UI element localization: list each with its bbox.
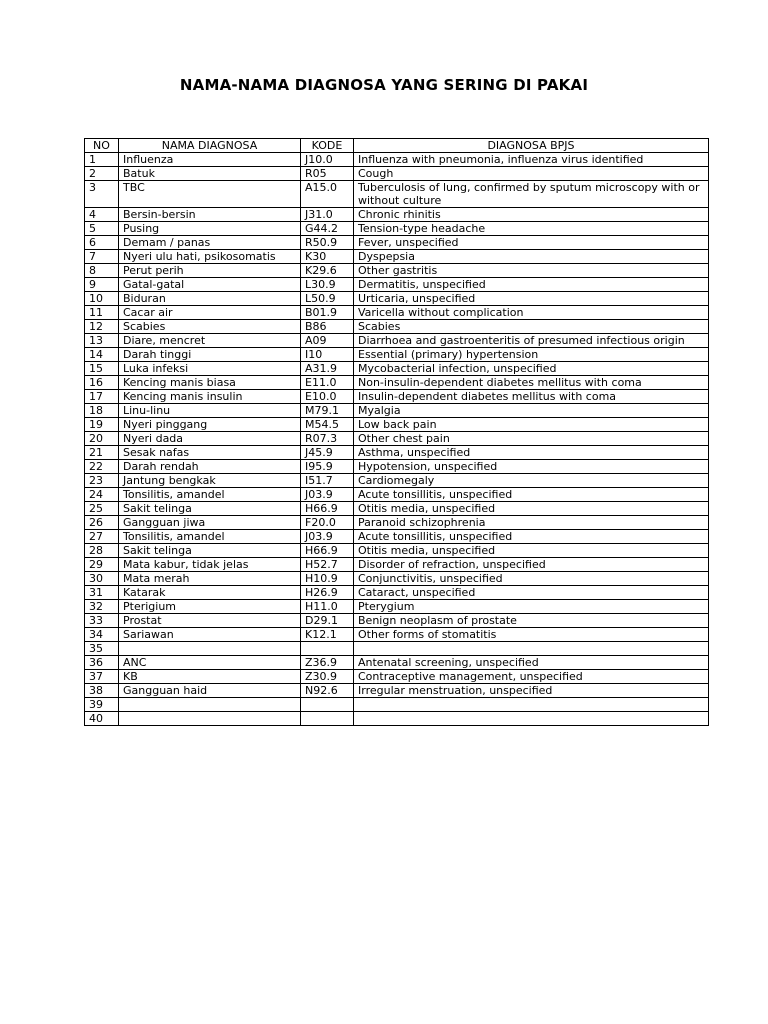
cell-name: Tonsilitis, amandel <box>119 488 301 502</box>
cell-bpjs <box>354 698 709 712</box>
cell-code: E10.0 <box>301 390 354 404</box>
cell-code: K29.6 <box>301 264 354 278</box>
cell-code: R50.9 <box>301 236 354 250</box>
cell-name: Kencing manis biasa <box>119 376 301 390</box>
cell-code: H66.9 <box>301 544 354 558</box>
table-row <box>85 181 709 208</box>
table-row <box>85 614 709 628</box>
cell-bpjs: Essential (primary) hypertension <box>354 348 709 362</box>
cell-code: D29.1 <box>301 614 354 628</box>
table-row <box>85 544 709 558</box>
table-row <box>85 460 709 474</box>
header-code: KODE <box>301 139 354 153</box>
cell-no: 29 <box>85 558 119 572</box>
cell-no: 36 <box>85 656 119 670</box>
cell-code: K30 <box>301 250 354 264</box>
cell-name: Darah tinggi <box>119 348 301 362</box>
cell-code: M54.5 <box>301 418 354 432</box>
cell-name: Batuk <box>119 167 301 181</box>
cell-name: Gatal-gatal <box>119 278 301 292</box>
cell-code: H52.7 <box>301 558 354 572</box>
cell-bpjs: Conjunctivitis, unspecified <box>354 572 709 586</box>
cell-name: KB <box>119 670 301 684</box>
cell-bpjs <box>354 642 709 656</box>
cell-bpjs: Urticaria, unspecified <box>354 292 709 306</box>
cell-bpjs: Fever, unspecified <box>354 236 709 250</box>
cell-code: F20.0 <box>301 516 354 530</box>
cell-name: Linu-linu <box>119 404 301 418</box>
table-row <box>85 153 709 167</box>
cell-no: 24 <box>85 488 119 502</box>
table-row <box>85 642 709 656</box>
cell-no: 33 <box>85 614 119 628</box>
table-row <box>85 292 709 306</box>
cell-name: Tonsilitis, amandel <box>119 530 301 544</box>
cell-no: 38 <box>85 684 119 698</box>
cell-no: 39 <box>85 698 119 712</box>
table-row <box>85 390 709 404</box>
cell-no: 40 <box>85 712 119 726</box>
cell-no: 27 <box>85 530 119 544</box>
cell-bpjs: Chronic rhinitis <box>354 208 709 222</box>
cell-name: Katarak <box>119 586 301 600</box>
cell-no: 37 <box>85 670 119 684</box>
cell-bpjs: Tension-type headache <box>354 222 709 236</box>
table-row <box>85 404 709 418</box>
cell-code: J03.9 <box>301 488 354 502</box>
table-row <box>85 334 709 348</box>
cell-bpjs: Dermatitis, unspecified <box>354 278 709 292</box>
cell-name: Perut perih <box>119 264 301 278</box>
cell-no: 32 <box>85 600 119 614</box>
table-row <box>85 558 709 572</box>
cell-bpjs: Otitis media, unspecified <box>354 544 709 558</box>
cell-code: I51.7 <box>301 474 354 488</box>
cell-no: 21 <box>85 446 119 460</box>
cell-no: 10 <box>85 292 119 306</box>
cell-bpjs: Influenza with pneumonia, influenza virus identified <box>354 153 709 167</box>
cell-no: 31 <box>85 586 119 600</box>
cell-bpjs: Diarrhoea and gastroenteritis of presumed infectious origin <box>354 334 709 348</box>
cell-name: Influenza <box>119 153 301 167</box>
cell-name: Diare, mencret <box>119 334 301 348</box>
cell-no: 17 <box>85 390 119 404</box>
table-row <box>85 712 709 726</box>
cell-code: A31.9 <box>301 362 354 376</box>
cell-bpjs: Varicella without complication <box>354 306 709 320</box>
table-row <box>85 376 709 390</box>
cell-bpjs: Pterygium <box>354 600 709 614</box>
cell-bpjs: Mycobacterial infection, unspecified <box>354 362 709 376</box>
cell-no: 4 <box>85 208 119 222</box>
cell-bpjs: Irregular menstruation, unspecified <box>354 684 709 698</box>
cell-name: Scabies <box>119 320 301 334</box>
table-row <box>85 488 709 502</box>
cell-name: Sakit telinga <box>119 544 301 558</box>
cell-no: 26 <box>85 516 119 530</box>
table-row <box>85 320 709 334</box>
cell-bpjs: Low back pain <box>354 418 709 432</box>
cell-code: A09 <box>301 334 354 348</box>
cell-code: I95.9 <box>301 460 354 474</box>
cell-code: H10.9 <box>301 572 354 586</box>
table-header-row <box>85 139 709 153</box>
cell-name <box>119 698 301 712</box>
cell-code: K12.1 <box>301 628 354 642</box>
cell-no: 15 <box>85 362 119 376</box>
table-row <box>85 670 709 684</box>
cell-no: 1 <box>85 153 119 167</box>
cell-bpjs: Asthma, unspecified <box>354 446 709 460</box>
cell-bpjs: Tuberculosis of lung, confirmed by sputum microscopy with or without culture <box>354 181 709 208</box>
cell-code <box>301 642 354 656</box>
cell-code: L30.9 <box>301 278 354 292</box>
cell-name: Bersin-bersin <box>119 208 301 222</box>
cell-bpjs: Other chest pain <box>354 432 709 446</box>
header-bpjs: DIAGNOSA BPJS <box>354 139 709 153</box>
cell-no: 30 <box>85 572 119 586</box>
cell-name: Prostat <box>119 614 301 628</box>
table-row <box>85 432 709 446</box>
cell-no: 8 <box>85 264 119 278</box>
cell-code: J31.0 <box>301 208 354 222</box>
cell-name: Demam / panas <box>119 236 301 250</box>
cell-no: 25 <box>85 502 119 516</box>
cell-name: ANC <box>119 656 301 670</box>
cell-bpjs: Other forms of stomatitis <box>354 628 709 642</box>
cell-name: Gangguan haid <box>119 684 301 698</box>
cell-code: H66.9 <box>301 502 354 516</box>
diagnosis-table <box>84 138 709 726</box>
cell-code: Z30.9 <box>301 670 354 684</box>
cell-code: H26.9 <box>301 586 354 600</box>
table-row <box>85 516 709 530</box>
cell-code: B86 <box>301 320 354 334</box>
cell-no: 34 <box>85 628 119 642</box>
cell-name <box>119 642 301 656</box>
cell-no: 9 <box>85 278 119 292</box>
table-row <box>85 628 709 642</box>
cell-code <box>301 712 354 726</box>
table-row <box>85 362 709 376</box>
cell-bpjs: Contraceptive management, unspecified <box>354 670 709 684</box>
cell-name: TBC <box>119 181 301 208</box>
cell-bpjs: Disorder of refraction, unspecified <box>354 558 709 572</box>
cell-code: A15.0 <box>301 181 354 208</box>
cell-code: Z36.9 <box>301 656 354 670</box>
cell-name: Sariawan <box>119 628 301 642</box>
cell-name: Sakit telinga <box>119 502 301 516</box>
table-row <box>85 167 709 181</box>
cell-code: R05 <box>301 167 354 181</box>
cell-code: L50.9 <box>301 292 354 306</box>
cell-name: Biduran <box>119 292 301 306</box>
cell-no: 22 <box>85 460 119 474</box>
cell-no: 12 <box>85 320 119 334</box>
cell-no: 14 <box>85 348 119 362</box>
cell-bpjs: Antenatal screening, unspecified <box>354 656 709 670</box>
cell-name: Mata merah <box>119 572 301 586</box>
cell-code: J10.0 <box>301 153 354 167</box>
header-name: NAMA DIAGNOSA <box>119 139 301 153</box>
cell-name: Darah rendah <box>119 460 301 474</box>
cell-code: R07.3 <box>301 432 354 446</box>
table-row <box>85 586 709 600</box>
cell-name: Jantung bengkak <box>119 474 301 488</box>
cell-name: Cacar air <box>119 306 301 320</box>
table-row <box>85 236 709 250</box>
cell-no: 7 <box>85 250 119 264</box>
cell-bpjs: Otitis media, unspecified <box>354 502 709 516</box>
cell-name: Mata kabur, tidak jelas <box>119 558 301 572</box>
table-row <box>85 278 709 292</box>
cell-bpjs: Other gastritis <box>354 264 709 278</box>
cell-name: Nyeri ulu hati, psikosomatis <box>119 250 301 264</box>
table-row <box>85 208 709 222</box>
table-row <box>85 572 709 586</box>
cell-no: 13 <box>85 334 119 348</box>
table-row <box>85 418 709 432</box>
cell-no: 5 <box>85 222 119 236</box>
cell-no: 28 <box>85 544 119 558</box>
cell-name: Luka infeksi <box>119 362 301 376</box>
cell-code: B01.9 <box>301 306 354 320</box>
table-row <box>85 264 709 278</box>
cell-code: J03.9 <box>301 530 354 544</box>
header-no: NO <box>85 139 119 153</box>
table-row <box>85 250 709 264</box>
table-row <box>85 222 709 236</box>
page-title: NAMA-NAMA DIAGNOSA YANG SERING DI PAKAI <box>179 76 589 94</box>
table-row <box>85 684 709 698</box>
cell-code: J45.9 <box>301 446 354 460</box>
cell-bpjs: Hypotension, unspecified <box>354 460 709 474</box>
cell-no: 6 <box>85 236 119 250</box>
cell-no: 16 <box>85 376 119 390</box>
table-row <box>85 530 709 544</box>
cell-code: I10 <box>301 348 354 362</box>
cell-bpjs: Insulin-dependent diabetes mellitus with coma <box>354 390 709 404</box>
table-row <box>85 600 709 614</box>
cell-name: Pterigium <box>119 600 301 614</box>
cell-no: 2 <box>85 167 119 181</box>
cell-code: G44.2 <box>301 222 354 236</box>
cell-code: H11.0 <box>301 600 354 614</box>
table-row <box>85 474 709 488</box>
cell-code: N92.6 <box>301 684 354 698</box>
cell-no: 3 <box>85 181 119 208</box>
cell-bpjs: Myalgia <box>354 404 709 418</box>
cell-name: Sesak nafas <box>119 446 301 460</box>
cell-code <box>301 698 354 712</box>
cell-no: 35 <box>85 642 119 656</box>
cell-no: 11 <box>85 306 119 320</box>
cell-bpjs: Non-insulin-dependent diabetes mellitus with coma <box>354 376 709 390</box>
cell-code: E11.0 <box>301 376 354 390</box>
cell-bpjs: Benign neoplasm of prostate <box>354 614 709 628</box>
cell-bpjs: Scabies <box>354 320 709 334</box>
cell-bpjs: Dyspepsia <box>354 250 709 264</box>
cell-no: 19 <box>85 418 119 432</box>
cell-bpjs: Acute tonsillitis, unspecified <box>354 488 709 502</box>
table-row <box>85 446 709 460</box>
cell-bpjs: Acute tonsillitis, unspecified <box>354 530 709 544</box>
cell-name: Pusing <box>119 222 301 236</box>
cell-bpjs: Paranoid schizophrenia <box>354 516 709 530</box>
cell-no: 18 <box>85 404 119 418</box>
table-row <box>85 698 709 712</box>
table-row <box>85 306 709 320</box>
cell-name: Nyeri pinggang <box>119 418 301 432</box>
table-row <box>85 656 709 670</box>
cell-name: Kencing manis insulin <box>119 390 301 404</box>
cell-name: Gangguan jiwa <box>119 516 301 530</box>
cell-bpjs: Cardiomegaly <box>354 474 709 488</box>
cell-code: M79.1 <box>301 404 354 418</box>
cell-bpjs <box>354 712 709 726</box>
cell-bpjs: Cough <box>354 167 709 181</box>
cell-no: 23 <box>85 474 119 488</box>
table-row <box>85 502 709 516</box>
table-body <box>85 153 709 726</box>
cell-name: Nyeri dada <box>119 432 301 446</box>
cell-no: 20 <box>85 432 119 446</box>
cell-name <box>119 712 301 726</box>
cell-bpjs: Cataract, unspecified <box>354 586 709 600</box>
table-row <box>85 348 709 362</box>
